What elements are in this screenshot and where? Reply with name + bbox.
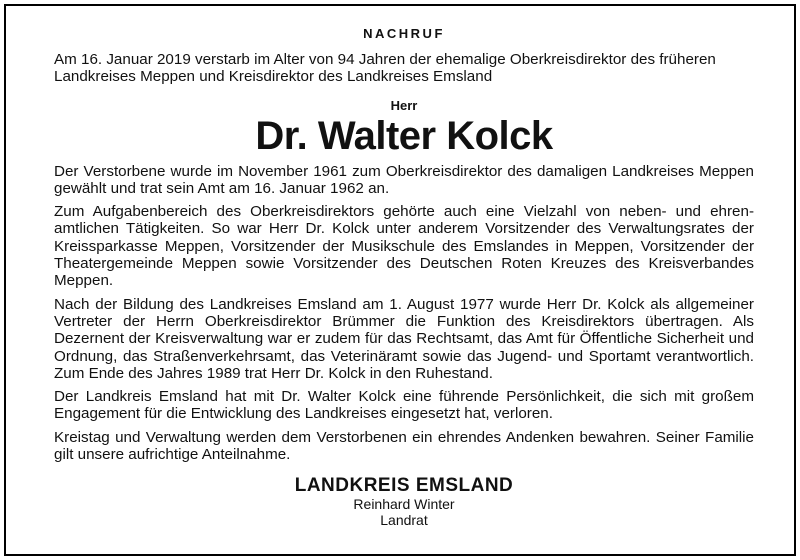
paragraph-condolence: Kreistag und Verwaltung werden dem Verstorbenen ein ehrendes Andenken bewahren. Seiner Familie gilt unsere aufrichtige Anteilnahme. [54, 428, 754, 464]
paragraph-career-start: Der Verstorbene wurde im November 1961 zum Oberkreisdirektor des damaligen Landkreises Meppen gewählt und trat sein Amt am 16. Januar 1962 an. [54, 162, 754, 197]
signature-person: Reinhard Winter [353, 496, 455, 513]
signature-block [54, 475, 754, 528]
signature-organization: LANDKREIS EMSLAND [294, 475, 514, 497]
obituary-heading: NACHRUF [363, 26, 445, 41]
paragraph-emsland-duties: Nach der Bildung des Landkreises Emsland am 1. August 1977 wurde Herr Dr. Kolck als allgemeiner Vertreter der Herrn Oberkreisdirektor Brümmer die Funktion des Kreisdirektors übertragen. Als Dezernent der Kreisverwaltung war er zudem für das Rechtsamt, das Amt für Öffentliche Sicherheit und Ordnung, das Straßenverkehrsamt, das Veterinäramt sowie das Jugend- und Sportamt verantwortlich. Zum Ende des Jahres 1989 trat Herr Dr. Kolck in den Ruhestand. [54, 295, 754, 382]
obituary-frame [4, 4, 796, 556]
paragraph-tribute: Der Landkreis Emsland hat mit Dr. Walter Kolck eine führende Persönlichkeit, die sich mit großem Engagement für die Entwicklung des Landkreises eingesetzt hat, verloren. [54, 388, 754, 423]
salutation: Herr [390, 97, 418, 113]
deceased-name: Dr. Walter Kolck [255, 113, 553, 158]
intro-text: Am 16. Januar 2019 verstarb im Alter von 94 Jahren der ehemalige Oberkreisdirektor des früheren Landkreises Meppen und Kreisdirektor des Landkreises Emsland [54, 51, 716, 86]
paragraph-honorary-roles: Zum Aufgabenbereich des Oberkreisdirektors gehörte auch eine Vielzahl von neben- und ehrenamtlichen Tätigkeiten. So war Herr Dr. Kolck unter anderem Vorsitzender des Verwaltungsrates der Kreissparkasse Meppen, Vorsitzender der Musikschule des Emslandes in Meppen, Vorsitzender der Theatergemeinde Meppen sowie Vorsitzender des Deutschen Roten Kreuzes des Kreisverbandes Meppen. [54, 203, 754, 290]
signature-role: Landrat [380, 512, 428, 529]
obituary-content [54, 20, 754, 528]
